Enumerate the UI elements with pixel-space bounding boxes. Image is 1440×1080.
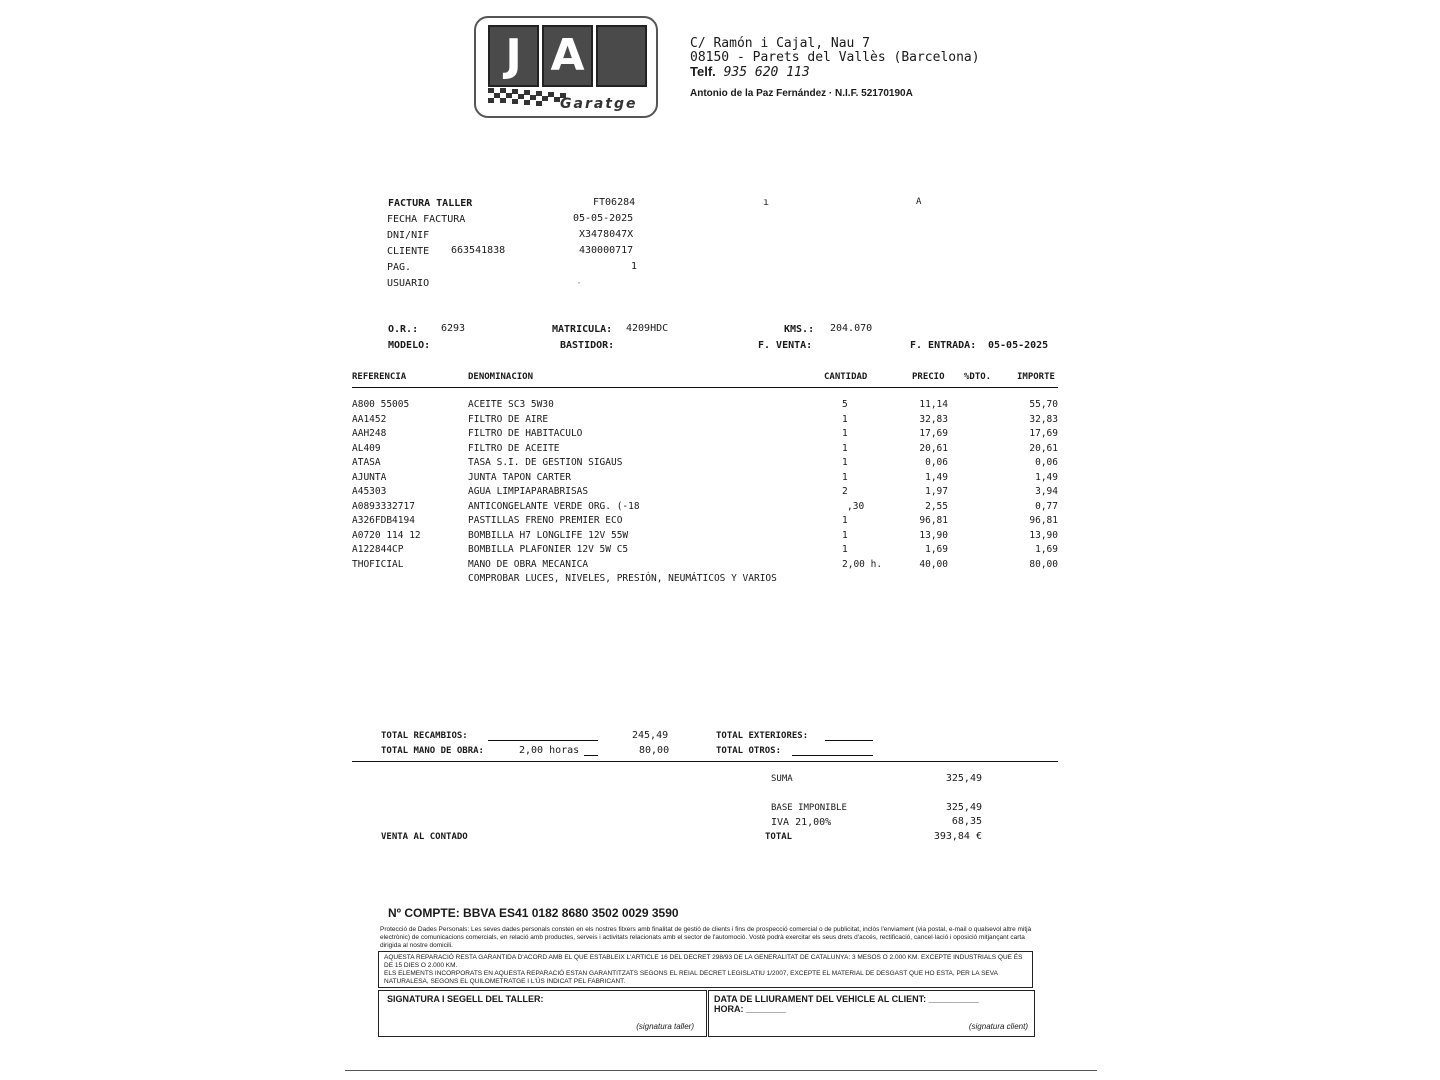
row-description: ACEITE SC3 5W30 bbox=[468, 399, 554, 410]
warranty-text-1: AQUESTA REPARACIÓ RESTA GARANTIDA D'ACORD AMB EL QUE ESTABLEIX L'ARTICLE 16 DEL DECRET 298/93 DE LA GENERALITAT DE CATALUNYA: 3 MESOS O 2.000 KM. EXCEPTE INDUSTRIALS QUE ÉS DE 15 DIES O 2.000 KM. bbox=[384, 954, 1023, 969]
row-description: MANO DE OBRA MECANICA bbox=[468, 558, 589, 570]
delivery-date-label: DATA DE LLIURAMENT DEL VEHICLE AL CLIENT: __________ bbox=[714, 994, 979, 1004]
row-quantity: 1 bbox=[842, 457, 848, 468]
fventa-label: F. VENTA: bbox=[758, 340, 813, 351]
row-amount: 13,90 bbox=[1029, 529, 1058, 541]
row-ref: AJUNTA bbox=[352, 471, 387, 483]
bank-account: Nº COMPTE: BBVA ES41 0182 8680 3502 0029 3590 bbox=[388, 906, 679, 920]
client-signature-caption: (signatura client) bbox=[968, 1022, 1028, 1031]
row-quantity: 1 bbox=[842, 471, 848, 483]
delivery-hour-label: HORA: ________ bbox=[714, 1004, 787, 1014]
exteriores-label: TOTAL EXTERIORES: bbox=[716, 731, 809, 741]
dni-value: X3478047X bbox=[579, 229, 634, 240]
row-ref: AA1452 bbox=[352, 413, 387, 425]
base-value: 325,49 bbox=[945, 802, 982, 813]
modelo-label: MODELO: bbox=[388, 340, 431, 351]
workshop-signature-box[interactable] bbox=[378, 990, 707, 1037]
fecha-label: FECHA FACTURA bbox=[387, 214, 466, 225]
owner-line: Antonio de la Paz Fernández · N.I.F. 52170190A bbox=[690, 88, 913, 99]
warranty-text-2: ELS ELEMENTS INCORPORATS EN AQUESTA REPARACIÓ ESTAN GARANTITZATS SEGONS EL REIAL DECRET LEGISLATIU 1/2007, EXCEPTE EL MATERIAL DE DESGAST QUE HO ESTA, PER LA SEVA NATURALESA, SEGONS EL QUILOMETRATGE I L'ÚS INDICAT PEL FABRICANT. bbox=[384, 970, 998, 985]
col-denominacion: DENOMINACION bbox=[468, 372, 534, 382]
base-label: BASE IMPONIBLE bbox=[771, 803, 847, 813]
or-value: 6293 bbox=[441, 323, 466, 334]
page-bottom-rule bbox=[345, 1070, 1097, 1071]
suma-label: SUMA bbox=[771, 774, 793, 784]
row-amount: 55,70 bbox=[1029, 399, 1058, 410]
col-precio: PRECIO bbox=[912, 372, 945, 382]
mano-label: TOTAL MANO DE OBRA: bbox=[381, 746, 484, 756]
row-quantity: ,30 bbox=[847, 500, 865, 512]
row-amount: 1,49 bbox=[1035, 471, 1058, 483]
usuario-value: · bbox=[576, 278, 583, 289]
row-quantity: 1 bbox=[842, 529, 848, 541]
row-amount: 1,69 bbox=[1035, 544, 1058, 555]
row-price: 11,14 bbox=[919, 399, 948, 410]
pag-label: PAG. bbox=[387, 262, 412, 273]
row-price: 17,69 bbox=[919, 428, 948, 439]
row-price: 40,00 bbox=[919, 558, 948, 570]
privacy-notice: Protecció de Dades Personals: Les seves dades personals consten en els nostres fitxers amb finalitat de gestió de clients i fins de prospecció comercial o de publicitat, inclòs l'enviament (via postal, e-mail o qualsevol altre mitjà electrònic) de comunicacions comercials, en relació amb productes, serveis i activitats relacionats amb el sector de l'automoció. Vostè podrà exercitar els seus drets d'accés, rectificació, cancel·lació i oposició mitjançant carta dirigida al nostre domicili. bbox=[380, 926, 1032, 949]
kms-label: KMS.: bbox=[784, 324, 815, 335]
row-amount: 32,83 bbox=[1029, 413, 1058, 425]
row-price: 1,97 bbox=[925, 486, 948, 497]
row-ref: THOFICIAL bbox=[352, 558, 404, 570]
matricula-value: 4209HDC bbox=[626, 323, 669, 334]
otros-blank bbox=[792, 755, 873, 756]
client-signature-box[interactable] bbox=[708, 990, 1035, 1037]
cliente-value: 430000717 bbox=[579, 245, 634, 256]
recambios-blank bbox=[488, 740, 598, 741]
row-ref: AL409 bbox=[352, 442, 381, 454]
exteriores-blank bbox=[825, 740, 873, 741]
logo-letter-a: A bbox=[542, 25, 593, 87]
table-header-rule bbox=[352, 387, 1058, 388]
row-price: 2,55 bbox=[925, 500, 948, 512]
iva-label: IVA 21,00% bbox=[771, 817, 832, 828]
row-description: FILTRO DE AIRE bbox=[468, 413, 549, 425]
address-line-1: C/ Ramón i Cajal, Nau 7 bbox=[690, 36, 871, 51]
phone-line bbox=[690, 64, 810, 80]
row-quantity: 1 bbox=[842, 544, 848, 555]
row-ref: A800 55005 bbox=[352, 399, 410, 410]
row-amount: 96,81 bbox=[1029, 515, 1058, 526]
row-price: 1,49 bbox=[925, 471, 948, 483]
workshop-signature-label: SIGNATURA I SEGELL DEL TALLER: bbox=[387, 994, 544, 1004]
col-importe: IMPORTE bbox=[1017, 372, 1055, 382]
factura-value: FT06284 bbox=[593, 197, 636, 208]
usuario-label: USUARIO bbox=[387, 278, 430, 289]
row-price: 20,61 bbox=[919, 442, 948, 454]
col-referencia: REFERENCIA bbox=[352, 372, 407, 382]
address-line-2: 08150 - Parets del Vallès (Barcelona) bbox=[690, 50, 980, 65]
row-ref: A45303 bbox=[352, 486, 387, 497]
pag-value: 1 bbox=[631, 261, 638, 272]
row-ref: A326FDB4194 bbox=[352, 515, 415, 526]
factura-label: FACTURA TALLER bbox=[388, 198, 473, 209]
row-ref: AAH248 bbox=[352, 428, 387, 439]
row-price: 32,83 bbox=[919, 413, 948, 425]
row-amount: 0,77 bbox=[1035, 500, 1058, 512]
row-amount: 80,00 bbox=[1029, 558, 1058, 570]
row-amount: 17,69 bbox=[1029, 428, 1058, 439]
row-description: FILTRO DE HABITACULO bbox=[468, 428, 583, 439]
row-ref: A0893332717 bbox=[352, 500, 415, 512]
fentrada-value: 05-05-2025 bbox=[988, 340, 1049, 351]
row-price: 13,90 bbox=[919, 529, 948, 541]
total-label: TOTAL bbox=[765, 832, 793, 842]
row-amount: 3,94 bbox=[1035, 486, 1058, 497]
row-quantity: 1 bbox=[842, 413, 848, 425]
recambios-label: TOTAL RECAMBIOS: bbox=[381, 731, 468, 741]
phone-label: Telf. bbox=[690, 64, 716, 79]
mano-hours: 2,00 horas bbox=[519, 745, 580, 756]
matricula-label: MATRICULA: bbox=[552, 324, 613, 335]
row-ref: A122844CP bbox=[352, 544, 404, 555]
row-ref: ATASA bbox=[352, 457, 381, 468]
or-label: O.R.: bbox=[388, 324, 419, 335]
row-price: 0,06 bbox=[925, 457, 948, 468]
row-quantity: 2,00 h. bbox=[842, 558, 883, 570]
fentrada-label: F. ENTRADA: bbox=[910, 340, 977, 351]
col-dto: %DTO. bbox=[964, 372, 992, 382]
row-price: 96,81 bbox=[919, 515, 948, 526]
row-ref: A0720 114 12 bbox=[352, 529, 421, 541]
row-quantity: 1 bbox=[842, 515, 848, 526]
row-amount: 0,06 bbox=[1035, 457, 1058, 468]
row-amount: 20,61 bbox=[1029, 442, 1058, 454]
dni-label: DNI/NIF bbox=[387, 230, 430, 241]
row-description: COMPROBAR LUCES, NIVELES, PRESIÓN, NEUMÁTICOS Y VARIOS bbox=[468, 573, 777, 584]
warranty-box bbox=[378, 951, 1033, 988]
row-description: BOMBILLA PLAFONIER 12V 5W C5 bbox=[468, 544, 629, 555]
row-description: AGUA LIMPIAPARABRISAS bbox=[468, 486, 589, 497]
logo-subtitle: Garatge bbox=[560, 96, 638, 112]
row-description: TASA S.I. DE GESTION SIGAUS bbox=[468, 457, 623, 468]
iva-value: 68,35 bbox=[951, 816, 982, 827]
row-quantity: 1 bbox=[842, 442, 848, 454]
kms-value: 204.070 bbox=[830, 323, 873, 334]
bastidor-label: BASTIDOR: bbox=[560, 340, 615, 351]
row-quantity: 2 bbox=[842, 486, 848, 497]
totals-rule bbox=[352, 761, 1058, 762]
row-quantity: 1 bbox=[842, 428, 848, 439]
phone-number: 935 620 113 bbox=[723, 65, 810, 80]
otros-label: TOTAL OTROS: bbox=[716, 746, 782, 756]
row-description: BOMBILLA H7 LONGLIFE 12V 55W bbox=[468, 529, 629, 541]
mano-value: 80,00 bbox=[639, 745, 670, 756]
company-logo bbox=[474, 16, 658, 118]
scan-mark-1: ı bbox=[763, 197, 770, 208]
logo-letter-j: J bbox=[488, 25, 539, 87]
recambios-value: 245,49 bbox=[632, 730, 669, 741]
row-description: FILTRO DE ACEITE bbox=[468, 442, 560, 454]
fecha-value: 05-05-2025 bbox=[573, 213, 634, 224]
cliente-phone: 663541838 bbox=[451, 245, 506, 256]
scan-mark-2: A bbox=[916, 197, 922, 207]
workshop-signature-caption: (signatura taller) bbox=[636, 1022, 694, 1031]
row-description: JUNTA TAPON CARTER bbox=[468, 471, 571, 483]
col-cantidad: CANTIDAD bbox=[824, 372, 868, 382]
row-description: ANTICONGELANTE VERDE ORG. (-18 bbox=[468, 500, 640, 512]
payment-method: VENTA AL CONTADO bbox=[381, 832, 468, 842]
row-price: 1,69 bbox=[925, 544, 948, 555]
cliente-label: CLIENTE bbox=[387, 246, 430, 257]
row-description: PASTILLAS FRENO PREMIER ECO bbox=[468, 515, 623, 526]
total-value: 393,84 € bbox=[933, 831, 982, 842]
mano-blank bbox=[584, 755, 598, 756]
row-quantity: 5 bbox=[842, 399, 848, 410]
logo-blank-block bbox=[596, 25, 647, 87]
suma-value: 325,49 bbox=[945, 773, 982, 784]
